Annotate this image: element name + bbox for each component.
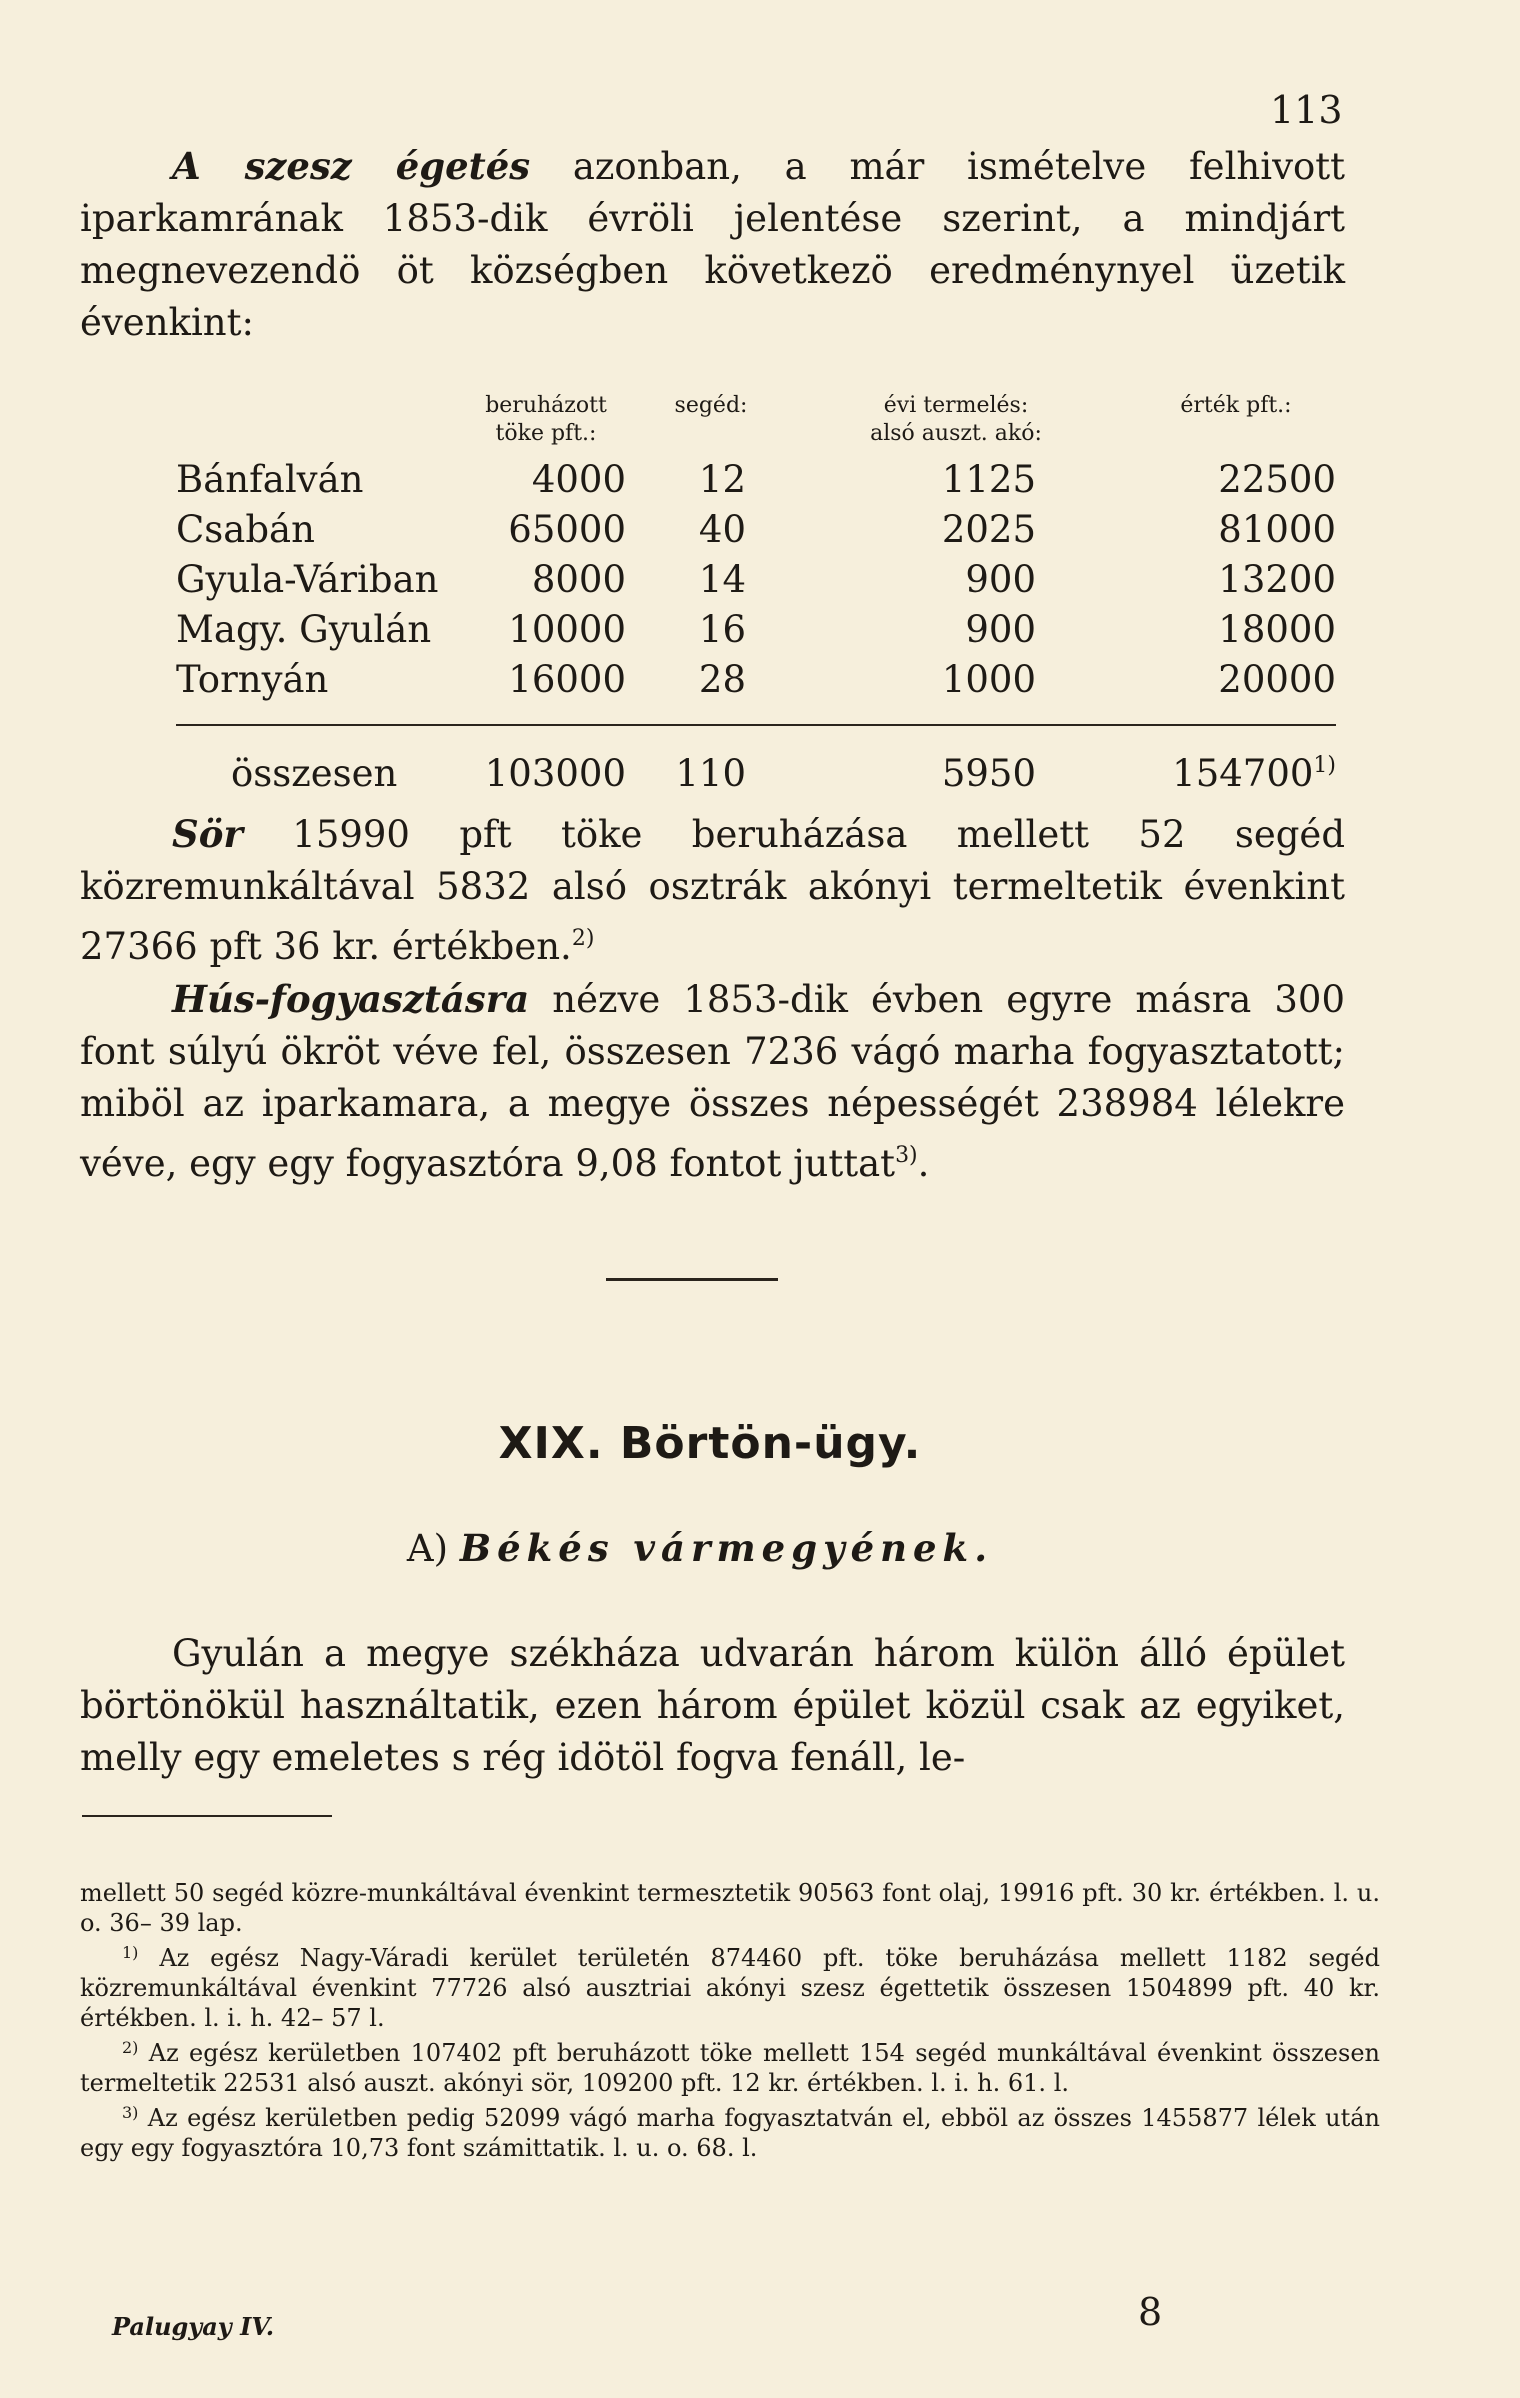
total-label: összesen xyxy=(231,752,398,795)
row-ev: 900 xyxy=(965,558,1036,601)
footnote-mark: 2) xyxy=(122,2038,139,2057)
paragraph-text: azonban, a már ismételve felhivott iparkamrának 1853-dik évröli jelentése szerint, a mindjárt megnevezendö öt községben következö eredménynyel üzetik évenkint: xyxy=(80,145,1345,344)
paragraph-text: nézve 1853-dik évben egyre másra 300 font súlyú ökröt véve fel, összesen 7236 vágó marha fogyasztatott; miböl az iparkamara, a megye összes népességét 238984 lélekre véve, egy egy fogyasztóra 9,08 fontot juttat xyxy=(80,978,1345,1185)
paragraph-lead: Sör xyxy=(172,812,243,856)
footnote-continuation: mellett 50 segéd közre-munkáltával évenkint termesztetik 90563 font olaj, 19916 pft. 30 kr. értékben. l. u. o. 36– 39 lap. xyxy=(80,1879,1380,1937)
header-toke-line1: beruházott xyxy=(485,393,607,418)
row-ert: 18000 xyxy=(1218,608,1336,651)
footnote-text: Az egész kerületben pedig 52099 vágó marha fogyasztatván el, ebböl az összes 1455877 lélek után egy egy fogyasztóra 10,73 font számittatik. l. u. o. 68. l. xyxy=(80,2104,1380,2162)
chapter-title: XIX. Börtön-ügy. xyxy=(498,1418,922,1469)
paragraph-lead: Hús-fogyasztásra xyxy=(172,977,530,1021)
row-ert: 81000 xyxy=(1218,508,1336,551)
table-row xyxy=(176,458,1336,506)
table-row xyxy=(176,658,1336,706)
footnote-item xyxy=(80,2098,1380,2163)
paragraph-gyula: Gyulán a megye székháza udvarán három külön álló épület börtönökül használtatik, ezen három épület közül csak az egyiket, melly egy emeletes s rég idötöl fogva fenáll, le- xyxy=(80,1632,1345,1779)
row-seged: 12 xyxy=(698,458,746,501)
header-ev-line1: évi termelés: xyxy=(883,393,1029,418)
row-toke: 4000 xyxy=(531,458,626,501)
total-ert-value: 154700 xyxy=(1172,752,1314,795)
subsection-title xyxy=(0,1526,1400,1570)
page-number: 113 xyxy=(1270,88,1343,132)
row-name: Magy. Gyulán xyxy=(176,608,432,651)
paragraph-text: 15990 pft töke beruházása mellett 52 segéd közremunkáltával 5832 alsó osztrák akónyi termeltetik évenkint 27366 pft 36 kr. értékben. xyxy=(80,813,1345,968)
total-seged: 110 xyxy=(675,752,746,795)
table-rule xyxy=(176,724,1336,726)
footnote-mark: 1) xyxy=(122,1943,139,1962)
paragraph-szesz xyxy=(80,140,1345,349)
subsection-prefix: A) xyxy=(406,1527,449,1570)
row-name: Csabán xyxy=(176,508,315,551)
footnote-item xyxy=(80,2033,1380,2098)
footnotes xyxy=(80,1878,1380,2163)
row-toke: 16000 xyxy=(508,658,626,701)
header-toke xyxy=(446,392,646,448)
table-row xyxy=(176,508,1336,556)
row-ev: 2025 xyxy=(941,508,1036,551)
row-name: Bánfalván xyxy=(176,458,364,501)
table-total-row xyxy=(176,752,1336,800)
total-ev: 5950 xyxy=(941,752,1036,795)
paragraph-lead: A szesz égetés xyxy=(172,144,531,188)
header-ev xyxy=(836,392,1076,448)
footnote-ref: 3) xyxy=(895,1143,918,1168)
row-ert: 20000 xyxy=(1218,658,1336,701)
footnote-mark: 3) xyxy=(122,2103,139,2122)
subsection-name: Békés vármegyének. xyxy=(459,1526,994,1570)
row-seged: 14 xyxy=(698,558,746,601)
header-seged: segéd: xyxy=(674,393,748,418)
row-seged: 16 xyxy=(698,608,746,651)
row-name: Gyula-Váriban xyxy=(176,558,439,601)
paragraph-group-sor-hus xyxy=(80,808,1345,1190)
chapter-divider xyxy=(606,1278,778,1281)
row-toke: 65000 xyxy=(508,508,626,551)
footnote-ref: 2) xyxy=(571,926,595,951)
row-name: Tornyán xyxy=(176,658,329,701)
printer-signature: Palugyay IV. xyxy=(112,2312,275,2341)
header-toke-line2: töke pft.: xyxy=(495,421,597,446)
row-seged: 40 xyxy=(698,508,746,551)
row-toke: 8000 xyxy=(531,558,626,601)
footnote-item xyxy=(80,1938,1380,2033)
row-ert: 13200 xyxy=(1218,558,1336,601)
footnote-ref: 1) xyxy=(1313,753,1336,778)
total-toke: 103000 xyxy=(484,752,626,795)
total-ert xyxy=(1096,752,1336,795)
table-row xyxy=(176,558,1336,606)
row-ev: 1125 xyxy=(941,458,1036,501)
row-ert: 22500 xyxy=(1218,458,1336,501)
row-seged: 28 xyxy=(698,658,746,701)
paragraph-sor xyxy=(80,808,1345,973)
footnote-text: Az egész Nagy-Váradi kerület területén 874460 pft. töke beruházása mellett 1182 segéd közremunkáltával évenkint 77726 alsó ausztriai akónyi szesz égettetik összesen 1504899 pft. 40 kr. értékben. l. i. h. 42– 57 l. xyxy=(80,1944,1380,2032)
header-ev-line2: alsó auszt. akó: xyxy=(870,421,1042,446)
row-toke: 10000 xyxy=(508,608,626,651)
footnote-text: Az egész kerületben 107402 pft beruházott töke mellett 154 segéd munkáltával évenkint összesen termeltetik 22531 alsó auszt. akónyi sör, 109200 pft. 12 kr. értékben. l. i. h. 61. l. xyxy=(80,2039,1380,2097)
footnote-divider xyxy=(82,1815,332,1817)
paragraph-hus xyxy=(80,973,1345,1190)
table-row xyxy=(176,608,1336,656)
signature-number: 8 xyxy=(1138,2290,1163,2334)
paragraph-tail: . xyxy=(917,1142,930,1185)
header-ert: érték pft.: xyxy=(1180,393,1292,418)
row-ev: 900 xyxy=(965,608,1036,651)
row-ev: 1000 xyxy=(941,658,1036,701)
